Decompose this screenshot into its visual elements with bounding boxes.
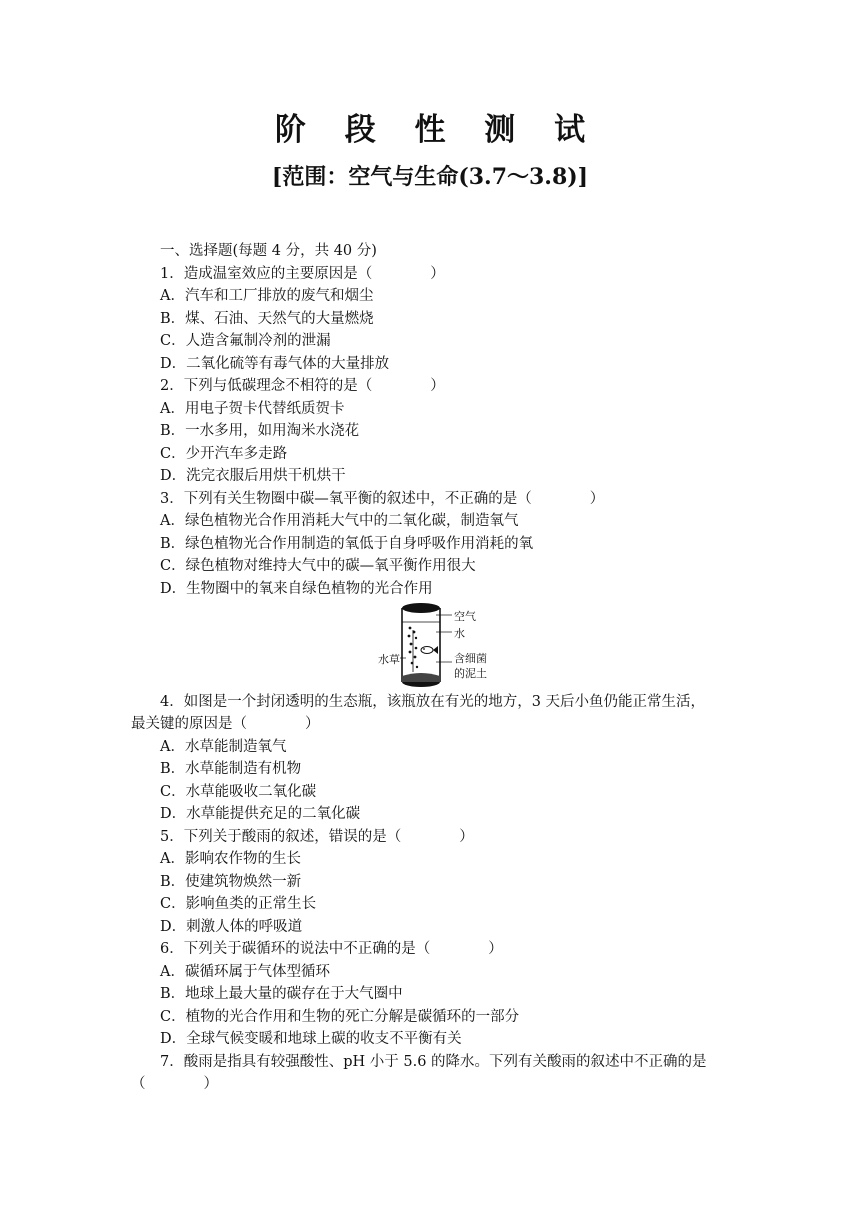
question-4-stem-line2: 最关键的原因是（ ） (131, 716, 320, 732)
label-water: 水 (454, 627, 465, 640)
question-7-stem-line2: （ ） (131, 1076, 218, 1092)
eco-bottle-figure (380, 600, 515, 690)
question-2-stem: 2．下列与低碳理念不相符的是（ ） (160, 378, 445, 394)
question-4-option-b: B．水草能制造有机物 (160, 761, 302, 777)
question-1-stem: 1．造成温室效应的主要原因是（ ） (160, 266, 445, 282)
section-heading: 一、选择题(每题 4 分，共 40 分) (160, 243, 377, 259)
question-6-option-a: A．碳循环属于气体型循环 (160, 964, 330, 980)
eco-bottle-diagram (380, 600, 515, 690)
question-2-option-c: C．少开汽车多走路 (160, 446, 288, 462)
question-1-option-c: C．人造含氟制冷剂的泄漏 (160, 333, 331, 349)
question-4-option-d: D．水草能提供充足的二氧化碳 (160, 806, 361, 822)
question-3-option-d: D．生物圈中的氧来自绿色植物的光合作用 (160, 581, 433, 597)
label-air: 空气 (454, 610, 476, 623)
question-7-stem-line1: 7．酸雨是指具有较强酸性、pH 小于 5.6 的降水。下列有关酸雨的叙述中不正确的是 (160, 1054, 707, 1070)
question-5-option-d: D．刺激人体的呼吸道 (160, 919, 303, 935)
question-5-option-b: B．使建筑物焕然一新 (160, 874, 302, 890)
question-6-option-b: B．地球上最大量的碳存在于大气圈中 (160, 986, 403, 1002)
question-5-option-a: A．影响农作物的生长 (160, 851, 301, 867)
question-2-option-d: D．洗完衣服后用烘干机烘干 (160, 468, 346, 484)
question-2-option-b: B．一水多用，如用淘米水浇花 (160, 423, 360, 439)
question-3-option-b: B．绿色植物光合作用制造的氧低于自身呼吸作用消耗的氧 (160, 536, 534, 552)
question-1-option-a: A．汽车和工厂排放的废气和烟尘 (160, 288, 374, 304)
question-3-stem: 3．下列有关生物圈中碳—氧平衡的叙述中，不正确的是（ ） (160, 491, 605, 507)
question-5-option-c: C．影响鱼类的正常生长 (160, 896, 317, 912)
question-1-option-d: D．二氧化硫等有毒气体的大量排放 (160, 356, 390, 372)
question-3-option-a: A．绿色植物光合作用消耗大气中的二氧化碳，制造氧气 (160, 513, 519, 529)
question-4-stem-line1: 4．如图是一个封闭透明的生态瓶，该瓶放在有光的地方，3 天后小鱼仍能正常生活， (160, 694, 706, 710)
question-4-option-c: C．水草能吸收二氧化碳 (160, 784, 317, 800)
page-subtitle: [范围：空气与生命(3.7～3.8)] (271, 164, 589, 190)
label-mud-line2: 的泥土 (454, 667, 487, 680)
question-4-option-a: A．水草能制造氧气 (160, 739, 287, 755)
question-6-stem: 6．下列关于碳循环的说法中不正确的是（ ） (160, 941, 503, 957)
page-title: 阶 段 性 测 试 (274, 112, 600, 148)
question-6-option-d: D．全球气候变暖和地球上碳的收支不平衡有关 (160, 1031, 462, 1047)
question-1-option-b: B．煤、石油、天然气的大量燃烧 (160, 311, 374, 327)
label-mud-line1: 含细菌 (454, 652, 487, 665)
question-3-option-c: C．绿色植物对维持大气中的碳—氧平衡作用很大 (160, 558, 476, 574)
question-6-option-c: C．植物的光合作用和生物的死亡分解是碳循环的一部分 (160, 1009, 520, 1025)
question-5-stem: 5．下列关于酸雨的叙述，错误的是（ ） (160, 829, 474, 845)
question-2-option-a: A．用电子贺卡代替纸质贺卡 (160, 401, 345, 417)
label-plant: 水草 (378, 653, 400, 666)
